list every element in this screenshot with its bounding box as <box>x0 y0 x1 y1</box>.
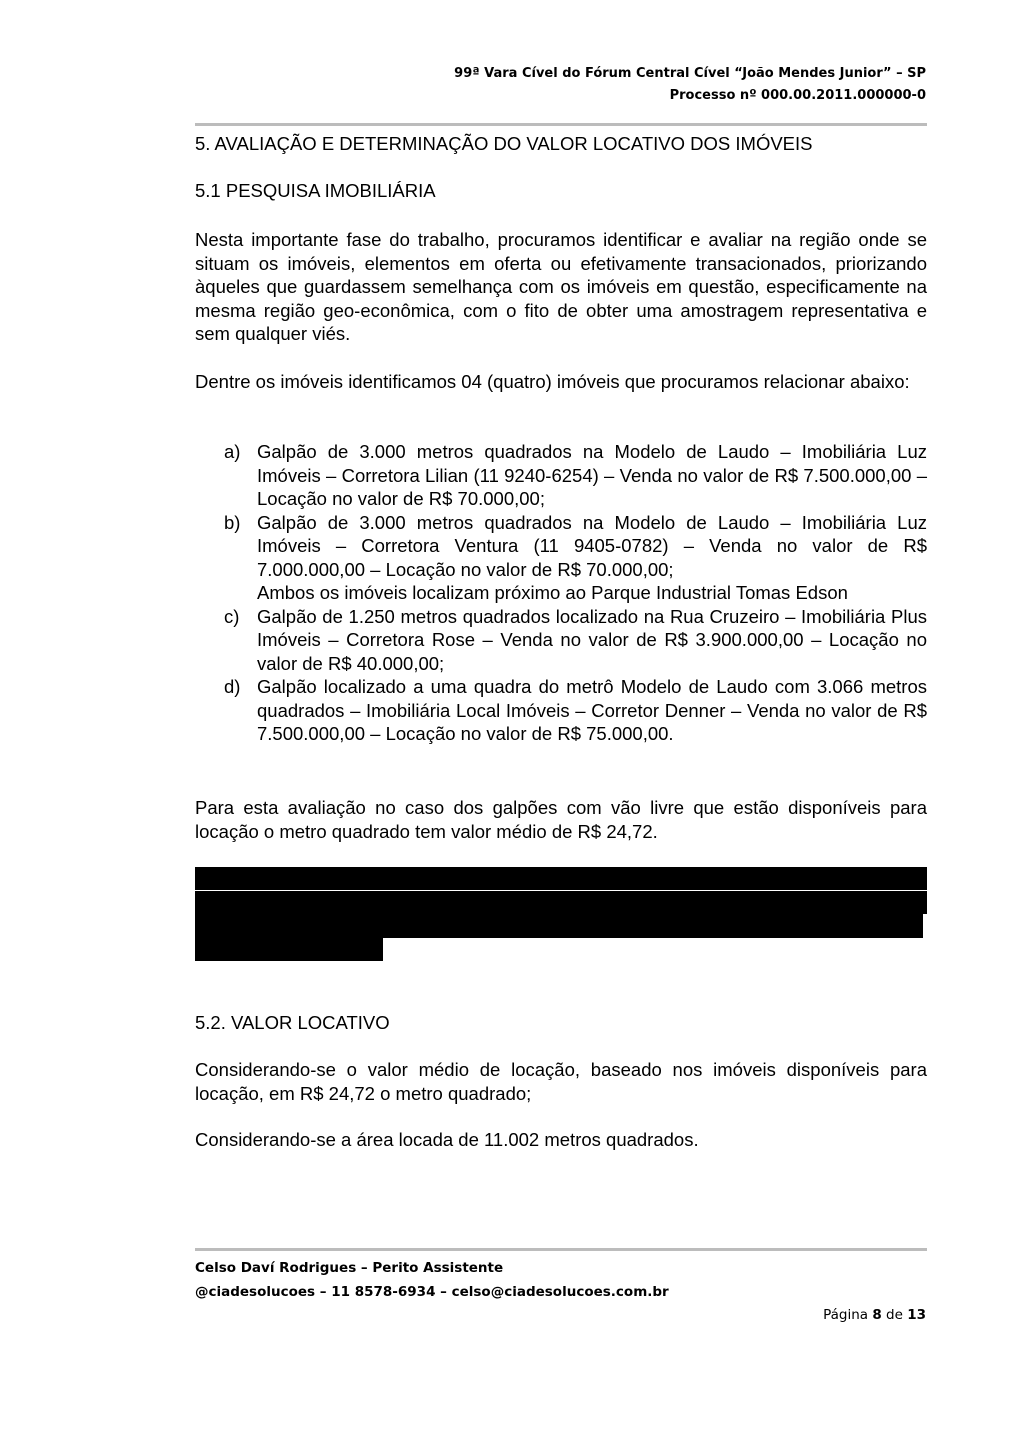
list-item-text: Galpão de 3.000 metros quadrados na Modelo de Laudo – Imobiliária Luz Imóveis – Corretora Ventura (11 9405-0782) – Venda no valor de R$ 7.000.000,00 – Locação no valor de R$ 70.000,00; <box>257 511 927 580</box>
header-court: 99ª Vara Cível do Fórum Central Cível “João Mendes Junior” – SP <box>454 66 926 81</box>
footer-divider <box>195 1248 927 1251</box>
paragraph-rent-basis: Considerando-se o valor médio de locação, baseado nos imóveis disponíveis para locação, em R$ 24,72 o metro quadrado; <box>195 1059 927 1104</box>
page-label: Página <box>823 1307 869 1323</box>
page-of-label: de <box>886 1307 903 1323</box>
redaction-bar <box>195 867 927 890</box>
list-item <box>195 675 927 746</box>
paragraph-intro: Nesta importante fase do trabalho, procuramos identificar e avaliar na região onde se situam os imóveis, elementos em oferta ou efetivamente transacionados, priorizando àqueles que guardassem semelhança com os imóveis em questão, especificamente na mesma região geo-econômica, com o fito de obter uma amostragem representativa e sem qualquer viés. <box>195 229 927 344</box>
list-marker: b) <box>224 511 241 533</box>
header-divider <box>195 123 927 126</box>
redaction-bar <box>195 938 383 961</box>
redaction-bar <box>195 891 927 914</box>
paragraph-leased-area: Considerando-se a área locada de 11.002 metros quadrados. <box>195 1129 699 1150</box>
list-marker: a) <box>224 441 241 462</box>
section-title: 5. AVALIAÇÃO E DETERMINAÇÃO DO VALOR LOCATIVO DOS IMÓVEIS <box>195 133 813 154</box>
list-note: Ambos os imóveis localizam próximo ao Parque Industrial Tomas Edson <box>257 582 848 603</box>
page-total: 13 <box>907 1307 926 1323</box>
paragraph-average-value: Para esta avaliação no caso dos galpões com vão livre que estão disponíveis para locação o metro quadrado tem valor médio de R$ 24,72. <box>195 797 927 842</box>
list-item <box>195 605 927 676</box>
footer-author: Celso Daví Rodrigues – Perito Assistente <box>195 1260 504 1276</box>
property-list <box>195 440 927 746</box>
footer-contact: @ciadesolucoes – 11 8578-6934 – celso@ciadesolucoes.com.br <box>195 1284 669 1300</box>
list-item-text: Galpão de 3.000 metros quadrados na Modelo de Laudo – Imobiliária Luz Imóveis – Corretora Lilian (11 9240-6254) – Venda no valor de R$ 7.500.000,00 – Locação no valor de R$ 70.000,00; <box>257 441 927 509</box>
list-marker: d) <box>224 676 241 697</box>
list-item-text: Galpão localizado a uma quadra do metrô Modelo de Laudo com 3.066 metros quadrados – Imobiliária Local Imóveis – Corretor Denner – Venda no valor de R$ 7.500.000,00 – Locação no valor de R$ 75.000,00. <box>257 676 927 744</box>
list-marker: c) <box>224 605 240 627</box>
list-item-text: Galpão de 1.250 metros quadrados localizado na Rua Cruzeiro – Imobiliária Plus Imóveis – Corretora Rose – Venda no valor de R$ 3.900.000,00 – Locação no valor de R$ 40.000,00; <box>257 605 927 674</box>
section2-title: 5.2. VALOR LOCATIVO <box>195 1012 390 1033</box>
list-item <box>195 511 927 582</box>
list-item <box>195 440 927 511</box>
section-subtitle: 5.1 PESQUISA IMOBILIÁRIA <box>195 180 436 201</box>
paragraph-list-intro: Dentre os imóveis identificamos 04 (quatro) imóveis que procuramos relacionar abaixo: <box>195 371 910 392</box>
page-current: 8 <box>872 1307 882 1323</box>
redaction-bar <box>195 914 923 938</box>
header-process-number: Processo nº 000.00.2011.000000-0 <box>669 88 926 103</box>
page-number <box>823 1307 926 1323</box>
